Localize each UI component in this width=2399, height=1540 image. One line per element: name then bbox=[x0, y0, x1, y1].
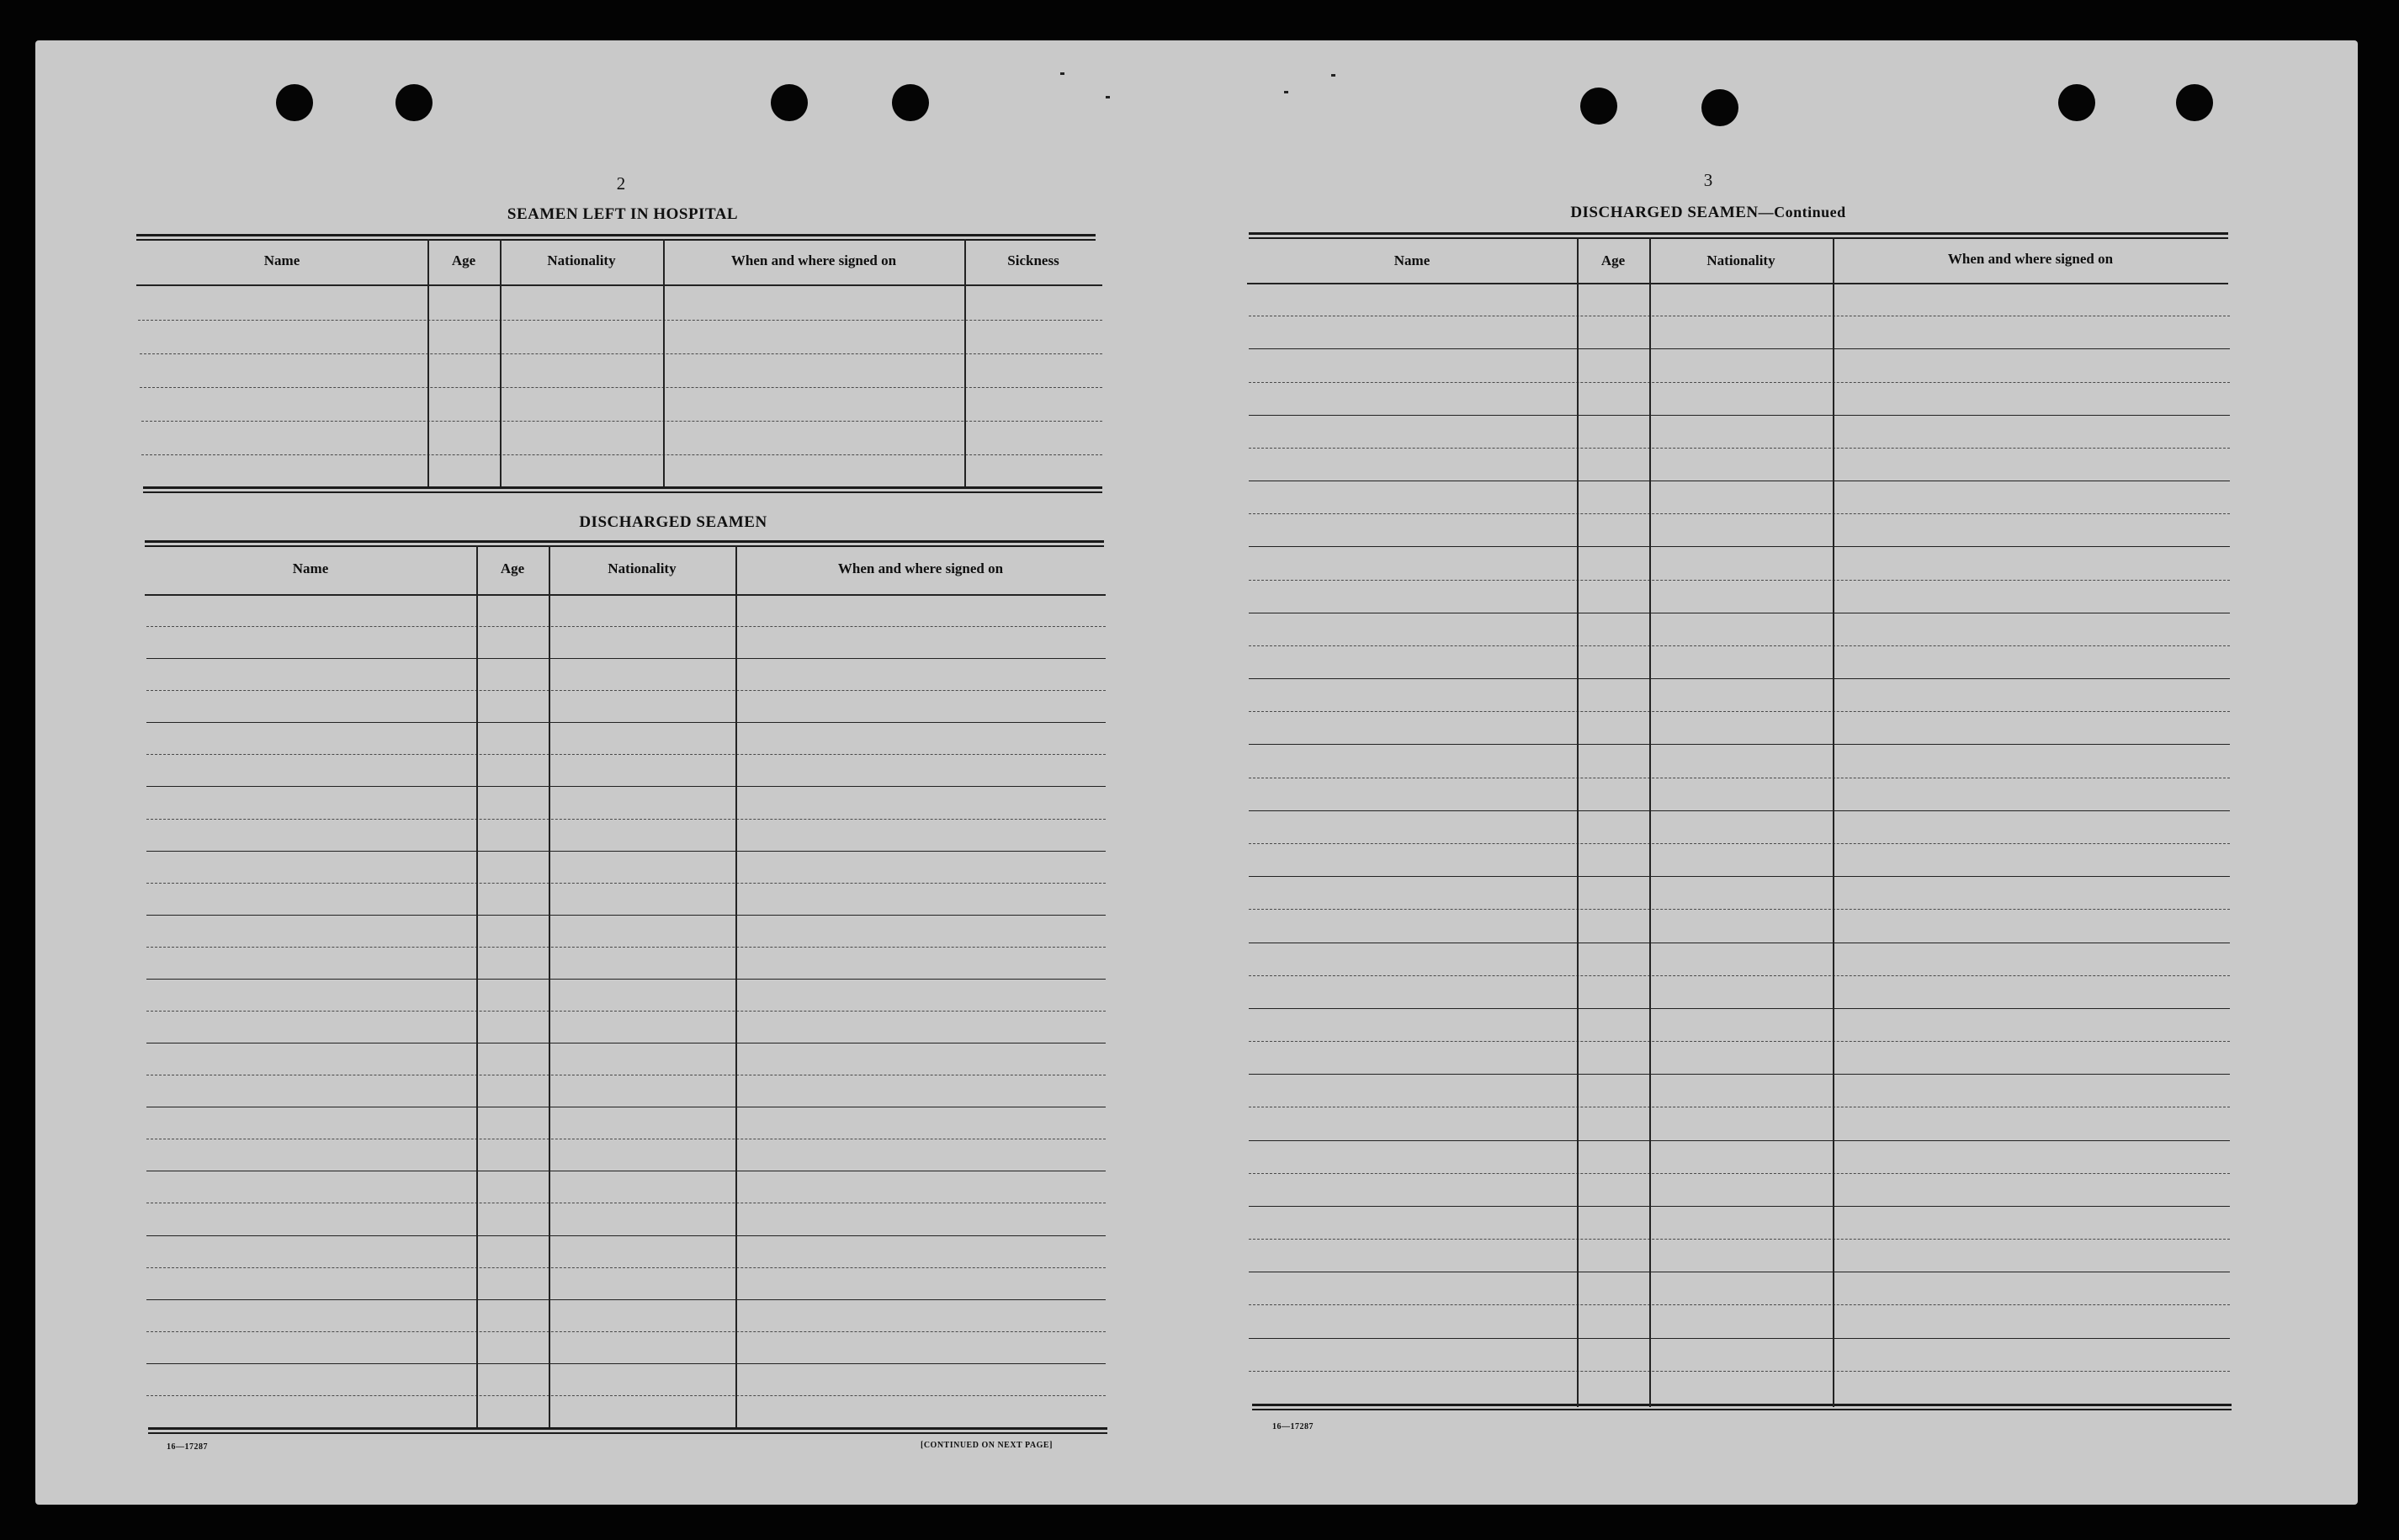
paper-speck bbox=[1106, 96, 1110, 98]
col-divider bbox=[500, 239, 502, 486]
col-header-age: Age bbox=[451, 252, 476, 268]
row-line bbox=[1249, 645, 2230, 646]
page-number-right: 3 bbox=[1703, 170, 1713, 190]
row-line bbox=[1249, 909, 2230, 910]
row-line bbox=[146, 819, 1106, 820]
row-line bbox=[138, 320, 1102, 321]
discharged-section-title: DISCHARGED SEAMEN bbox=[579, 513, 767, 531]
row-line bbox=[1249, 843, 2230, 844]
title-main: DISCHARGED SEAMEN bbox=[1570, 204, 1759, 221]
row-line bbox=[141, 454, 1102, 455]
punch-hole bbox=[2058, 84, 2095, 121]
row-rule bbox=[1249, 678, 2230, 679]
paper-speck bbox=[1060, 72, 1064, 75]
punch-hole bbox=[1701, 89, 1738, 126]
col-header-signed-on: When and where signed on bbox=[837, 560, 1004, 576]
col-divider bbox=[663, 239, 665, 486]
col-header-age: Age bbox=[500, 560, 525, 576]
col-divider bbox=[476, 545, 478, 1427]
row-rule bbox=[146, 1299, 1106, 1300]
row-rule bbox=[1249, 744, 2230, 745]
row-rule bbox=[1249, 415, 2230, 416]
col-divider bbox=[964, 239, 966, 486]
col-divider bbox=[1833, 237, 1834, 1407]
punch-hole bbox=[2176, 84, 2213, 121]
form-number-right: 16—17287 bbox=[1272, 1422, 1314, 1431]
row-line bbox=[146, 754, 1106, 755]
row-line bbox=[140, 387, 1102, 388]
title-suffix: —Continued bbox=[1758, 204, 1846, 220]
punch-hole bbox=[395, 84, 433, 121]
row-line bbox=[1249, 580, 2230, 581]
punch-hole bbox=[892, 84, 929, 121]
col-header-name: Name bbox=[263, 252, 300, 268]
col-header-name: Name bbox=[1393, 252, 1430, 268]
header-rule bbox=[136, 284, 1102, 286]
paper-speck bbox=[1284, 91, 1288, 93]
row-rule bbox=[1249, 810, 2230, 811]
table-top-rule bbox=[1249, 232, 2228, 239]
col-header-sickness: Sickness bbox=[1007, 252, 1059, 268]
row-line bbox=[1249, 1304, 2230, 1305]
table-top-rule bbox=[145, 540, 1104, 547]
row-rule bbox=[146, 915, 1106, 916]
col-divider bbox=[735, 545, 737, 1427]
row-rule bbox=[1249, 348, 2230, 349]
header-rule bbox=[1247, 283, 2228, 284]
row-line bbox=[1249, 1371, 2230, 1372]
row-line bbox=[146, 1011, 1106, 1012]
row-rule bbox=[1249, 1338, 2230, 1339]
col-header-name: Name bbox=[292, 560, 329, 576]
table-bottom-rule bbox=[143, 486, 1102, 493]
row-line bbox=[1249, 448, 2230, 449]
row-rule bbox=[146, 851, 1106, 852]
row-rule bbox=[1249, 1008, 2230, 1009]
col-header-signed-on: When and where signed on bbox=[730, 252, 897, 268]
row-line bbox=[1249, 1239, 2230, 1240]
col-header-nationality: Nationality bbox=[608, 560, 677, 576]
row-rule bbox=[1249, 1140, 2230, 1141]
header-rule bbox=[145, 594, 1106, 596]
col-header-signed-on: When and where signed on bbox=[1947, 251, 2114, 267]
row-rule bbox=[1249, 876, 2230, 877]
table-bottom-rule bbox=[148, 1427, 1107, 1434]
row-line bbox=[146, 626, 1106, 627]
col-header-nationality: Nationality bbox=[1706, 252, 1775, 268]
row-rule bbox=[1249, 546, 2230, 547]
row-line bbox=[1249, 513, 2230, 514]
row-line bbox=[141, 421, 1102, 422]
row-line bbox=[1249, 1173, 2230, 1174]
discharged-continued-title bbox=[1456, 204, 1961, 222]
row-line bbox=[1249, 711, 2230, 712]
paper-speck bbox=[1331, 74, 1335, 77]
col-header-nationality: Nationality bbox=[547, 252, 616, 268]
row-rule bbox=[1249, 1206, 2230, 1207]
table-bottom-rule bbox=[1252, 1404, 2232, 1410]
continued-note: [CONTINUED ON NEXT PAGE] bbox=[921, 1441, 1053, 1450]
hospital-section-title: SEAMEN LEFT IN HOSPITAL bbox=[507, 205, 739, 223]
row-rule bbox=[146, 1235, 1106, 1236]
row-line bbox=[146, 690, 1106, 691]
punch-hole bbox=[771, 84, 808, 121]
row-rule bbox=[146, 786, 1106, 787]
row-line bbox=[146, 1331, 1106, 1332]
row-rule bbox=[146, 658, 1106, 659]
row-line bbox=[146, 947, 1106, 948]
punch-hole bbox=[1580, 88, 1617, 125]
form-sheet bbox=[35, 40, 2358, 1505]
form-number-left: 16—17287 bbox=[167, 1442, 208, 1452]
row-line bbox=[146, 1267, 1106, 1268]
row-rule bbox=[1249, 1074, 2230, 1075]
row-line bbox=[1249, 1041, 2230, 1042]
row-line bbox=[140, 353, 1102, 354]
col-divider bbox=[549, 545, 550, 1427]
col-divider bbox=[427, 239, 429, 486]
row-rule bbox=[146, 979, 1106, 980]
page-number-left: 2 bbox=[616, 173, 626, 194]
punch-hole bbox=[276, 84, 313, 121]
table-top-rule bbox=[136, 234, 1096, 241]
row-rule bbox=[146, 722, 1106, 723]
row-line bbox=[146, 1395, 1106, 1396]
row-line bbox=[146, 883, 1106, 884]
row-line bbox=[1249, 975, 2230, 976]
col-header-age: Age bbox=[1600, 252, 1626, 268]
col-divider bbox=[1577, 237, 1579, 1407]
col-divider bbox=[1649, 237, 1651, 1407]
row-line bbox=[1249, 382, 2230, 383]
row-rule bbox=[146, 1363, 1106, 1364]
